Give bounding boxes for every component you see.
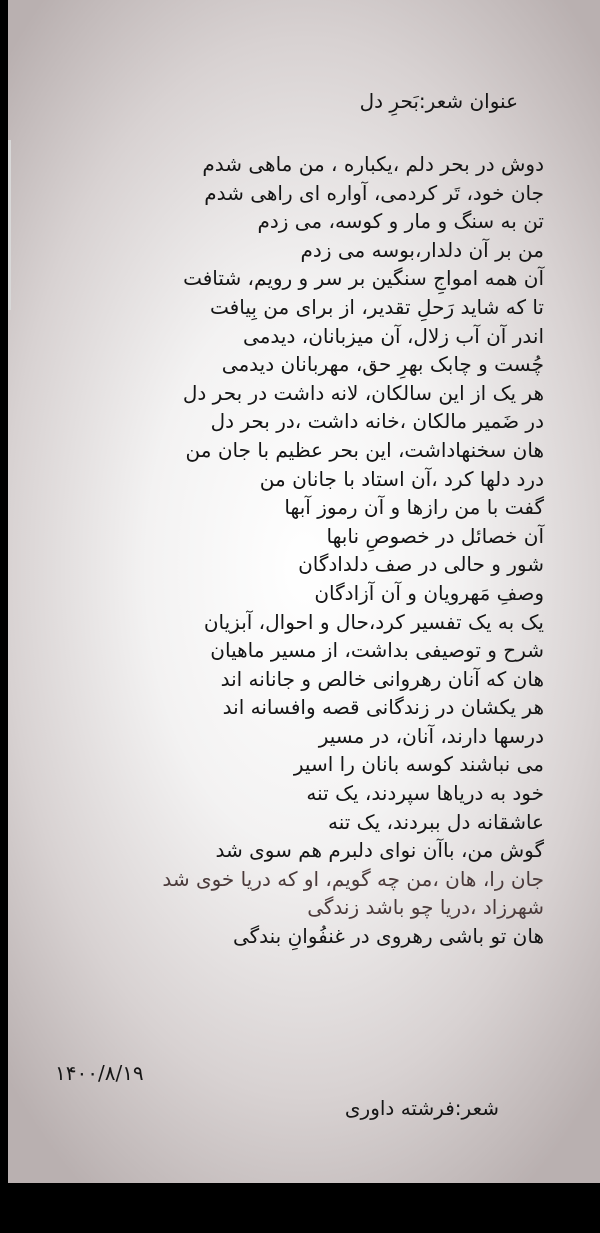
poem-line: جان را، هان ،من چه گویم، او که دریا خوی شد	[162, 866, 544, 891]
page-edge-highlight	[8, 140, 11, 310]
poem-line: درسها دارند، آنان، در مسیر	[318, 723, 544, 748]
poem-line: شهرزاد ،دریا چو باشد زندگی	[307, 895, 544, 920]
poem-line: هر یک از این سالکان، لانه داشت در بحر دل	[182, 380, 544, 405]
poem-line: آن همه امواجِ سنگین بر سر و رویم، شتافت	[183, 266, 544, 291]
poem-line: هر یکشان در زندگانی قصه وافسانه اند	[222, 695, 544, 720]
poem-line: تا که شاید رَحلِ تقدیر، از برای من بِیافت	[210, 294, 544, 319]
poem-line: می نباشند کوسه بانان را اسیر	[293, 752, 544, 777]
poem-line: تن به سنگ و مار و کوسه، می زدم	[257, 209, 544, 234]
poem-date: ۱۴۰۰/۸/۱۹	[55, 1061, 144, 1085]
poem-line: آن خصائل در خصوصِ نابها	[326, 523, 544, 548]
poem-author: شعر:فرشته داوری	[344, 1096, 499, 1120]
poem-line: شرح و توصیفی بداشت، از مسیر ماهیان	[210, 638, 544, 663]
poem-line: من بر آن دلدار،بوسه می زدم	[300, 237, 544, 262]
poem-line: عاشقانه دل ببردند، یک تنه	[327, 809, 544, 834]
poem-line: در ضَمیر مالکان ،خانه داشت ،در بحر دل	[210, 409, 544, 434]
poem-lines	[24, 150, 544, 951]
poem-line: درد دلها کرد ،آن استاد با جانان من	[259, 466, 544, 491]
poem-title: عنوان شعر:بَحرِ دل	[359, 89, 518, 113]
document-page	[8, 0, 600, 1183]
poem-line: هان سخنهاداشت، این بحر عظیم با جان من	[185, 437, 544, 462]
poem-line: گفت با من رازها و آن رموز آبها	[284, 495, 544, 520]
poem-line: گوش من، باآن نوای دلبرم هم سوی شد	[215, 838, 544, 863]
poem-line: اندر آن آب زلال، آن میزبانان، دیدمی	[243, 323, 544, 348]
poem-line: یک به یک تفسیر کرد،حال و احوال، آبزیان	[203, 609, 544, 634]
poem-line: هان تو باشی رهروی در غنفُوانِ بندگی	[232, 924, 544, 949]
poem-line: چُست و چابک بهرِ حق، مهربانان دیدمی	[221, 352, 544, 377]
poem-body	[24, 86, 544, 951]
poem-line: وصفِ مَهرویان و آن آزادگان	[314, 580, 544, 605]
poem-line: هان که آنان رهروانی خالص و جانانه اند	[220, 666, 544, 691]
poem-line: خود به دریاها سپردند، یک تنه	[306, 781, 544, 806]
poem-line: دوش در بحر دلم ،یکباره ، من ماهی شدم	[202, 152, 544, 176]
poem-line: شور و حالی در صف دلدادگان	[298, 552, 544, 577]
poem-line: جان خود، تَر کردمی، آواره ای راهی شدم	[204, 180, 544, 205]
